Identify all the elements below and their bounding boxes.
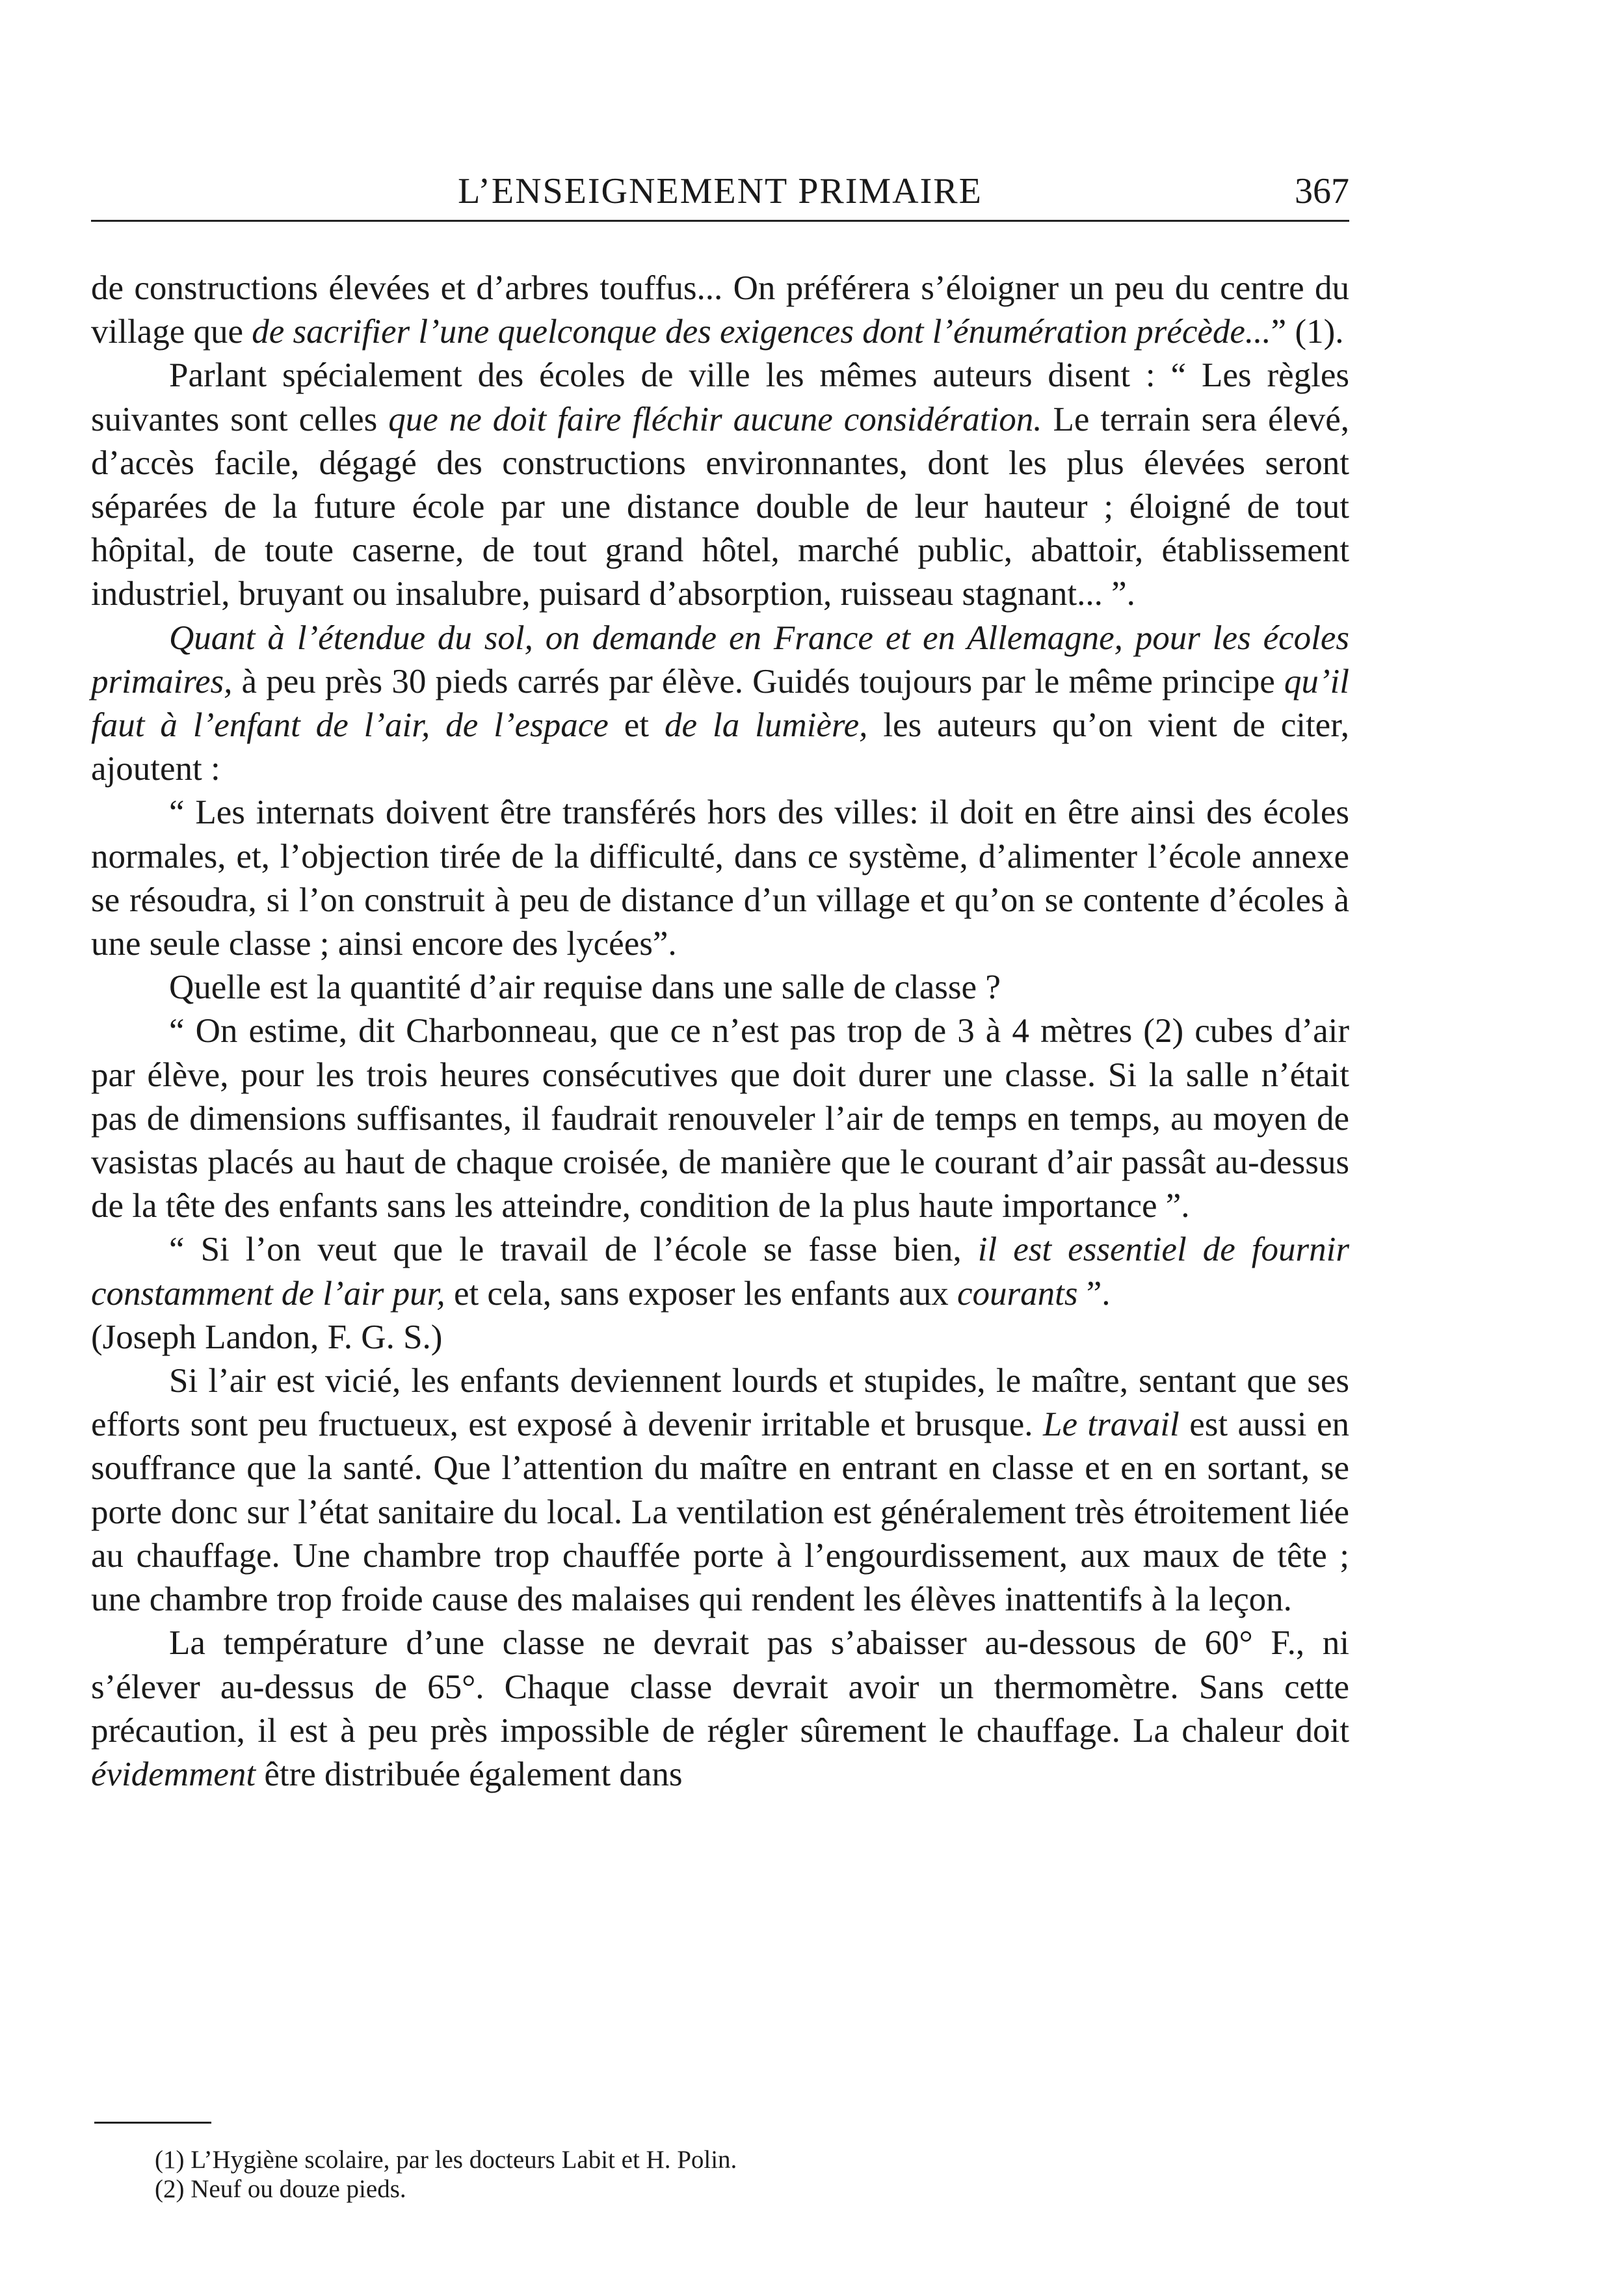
body-text <box>91 267 1349 1796</box>
footnote-1: (1) L’Hygiène scolaire, par les docteurs Labit et H. Polin. <box>155 2146 737 2174</box>
paragraph-2: Parlant spécialement des écoles de ville les mêmes auteurs disent : “ Les règles suivantes sont celles que ne doit faire fléchir aucune considération. Le terrain sera élevé, d’accès facile, dégagé des constructions environnantes, dont les plus élevées seront séparées de la future école par une distance double de leur hauteur ; éloigné de tout hôpital, de toute caserne, de tout grand hôtel, marché public, abattoir, établissement industriel, bruyant ou insalubre, puisard d’absorption, ruisseau stagnant... ”. <box>91 356 1349 613</box>
footnote-divider <box>94 2122 211 2124</box>
paragraph-4-quote: “ Les internats doivent être transférés hors des villes: il doit en être ainsi des écoles normales, et, l’objection tirée de la difficulté, dans ce système, d’alimenter l’école annexe se résoudra, si l’on construit à peu de distance d’un village et qu’on se contente d’écoles à une seule classe ; ainsi encore des lycées”. <box>91 794 1349 963</box>
paragraph-6-quote: “ On estime, dit Charbonneau, que ce n’est pas trop de 3 à 4 mètres (2) cubes d’air par élève, pour les trois heures consécutives que doit durer une classe. Si la salle n’était pas de dimensions suffisantes, il faudrait renouveler l’air de temps en temps, au moyen de vasistas placés au haut de chaque croisée, de manière que le courant d’air passât au-dessus de la tête des enfants sans les atteindre, condition de la plus haute importance ”. <box>91 1012 1349 1225</box>
footnotes <box>155 2145 1260 2204</box>
quote-attribution: (Joseph Landon, F. G. S.) <box>91 1318 443 1356</box>
paragraph-9: La température d’une classe ne devrait pas s’abaisser au-dessous de 60° F., ni s’élever au-dessus de 65°. Chaque classe devrait avoir un thermomètre. Sans cette précaution, il est à peu près impossible de régler sûrement le chauffage. La chaleur doit évidemment être distribuée également dans <box>91 1624 1349 1793</box>
page-number: 367 <box>1295 171 1349 211</box>
footnote-2: (2) Neuf ou douze pieds. <box>155 2175 406 2203</box>
running-header <box>91 170 1349 222</box>
paragraph-1: de constructions élevées et d’arbres touffus... On préférera s’éloigner un peu du centre du village que de sacrifier l’une quelconque des exigences dont l’énumération précède...” (1). <box>91 269 1349 351</box>
running-title: L’ENSEIGNEMENT PRIMAIRE <box>458 171 983 211</box>
paragraph-8: Si l’air est vicié, les enfants deviennent lourds et stupides, le maître, sentant que ses efforts sont peu fructueux, est exposé à devenir irritable et brusque. Le travail est aussi en souffrance que la santé. Que l’attention du maître en entrant en classe et en en sortant, se porte donc sur l’état sanitaire du local. La ventilation est généralement très étroitement liée au chauffage. Une chambre trop chauffée porte à l’engourdissement, aux maux de tête ; une chambre trop froide cause des malaises qui rendent les élèves inattentifs à la leçon. <box>91 1362 1349 1619</box>
paragraph-5-question: Quelle est la quantité d’air requise dans une salle de classe ? <box>169 968 1001 1007</box>
paragraph-7-quote: “ Si l’on veut que le travail de l’école se fasse bien, il est essentiel de fournir constamment de l’air pur, et cela, sans exposer les enfants aux courants ”. <box>91 1231 1349 1313</box>
paragraph-3: Quant à l’étendue du sol, on demande en France et en Allemagne, pour les écoles primaires, à peu près 30 pieds carrés par élève. Guidés toujours par le même principe qu’il faut à l’enfant de l’air, de l’espace et de la lumière, les auteurs qu’on vient de citer, ajoutent : <box>91 619 1349 788</box>
